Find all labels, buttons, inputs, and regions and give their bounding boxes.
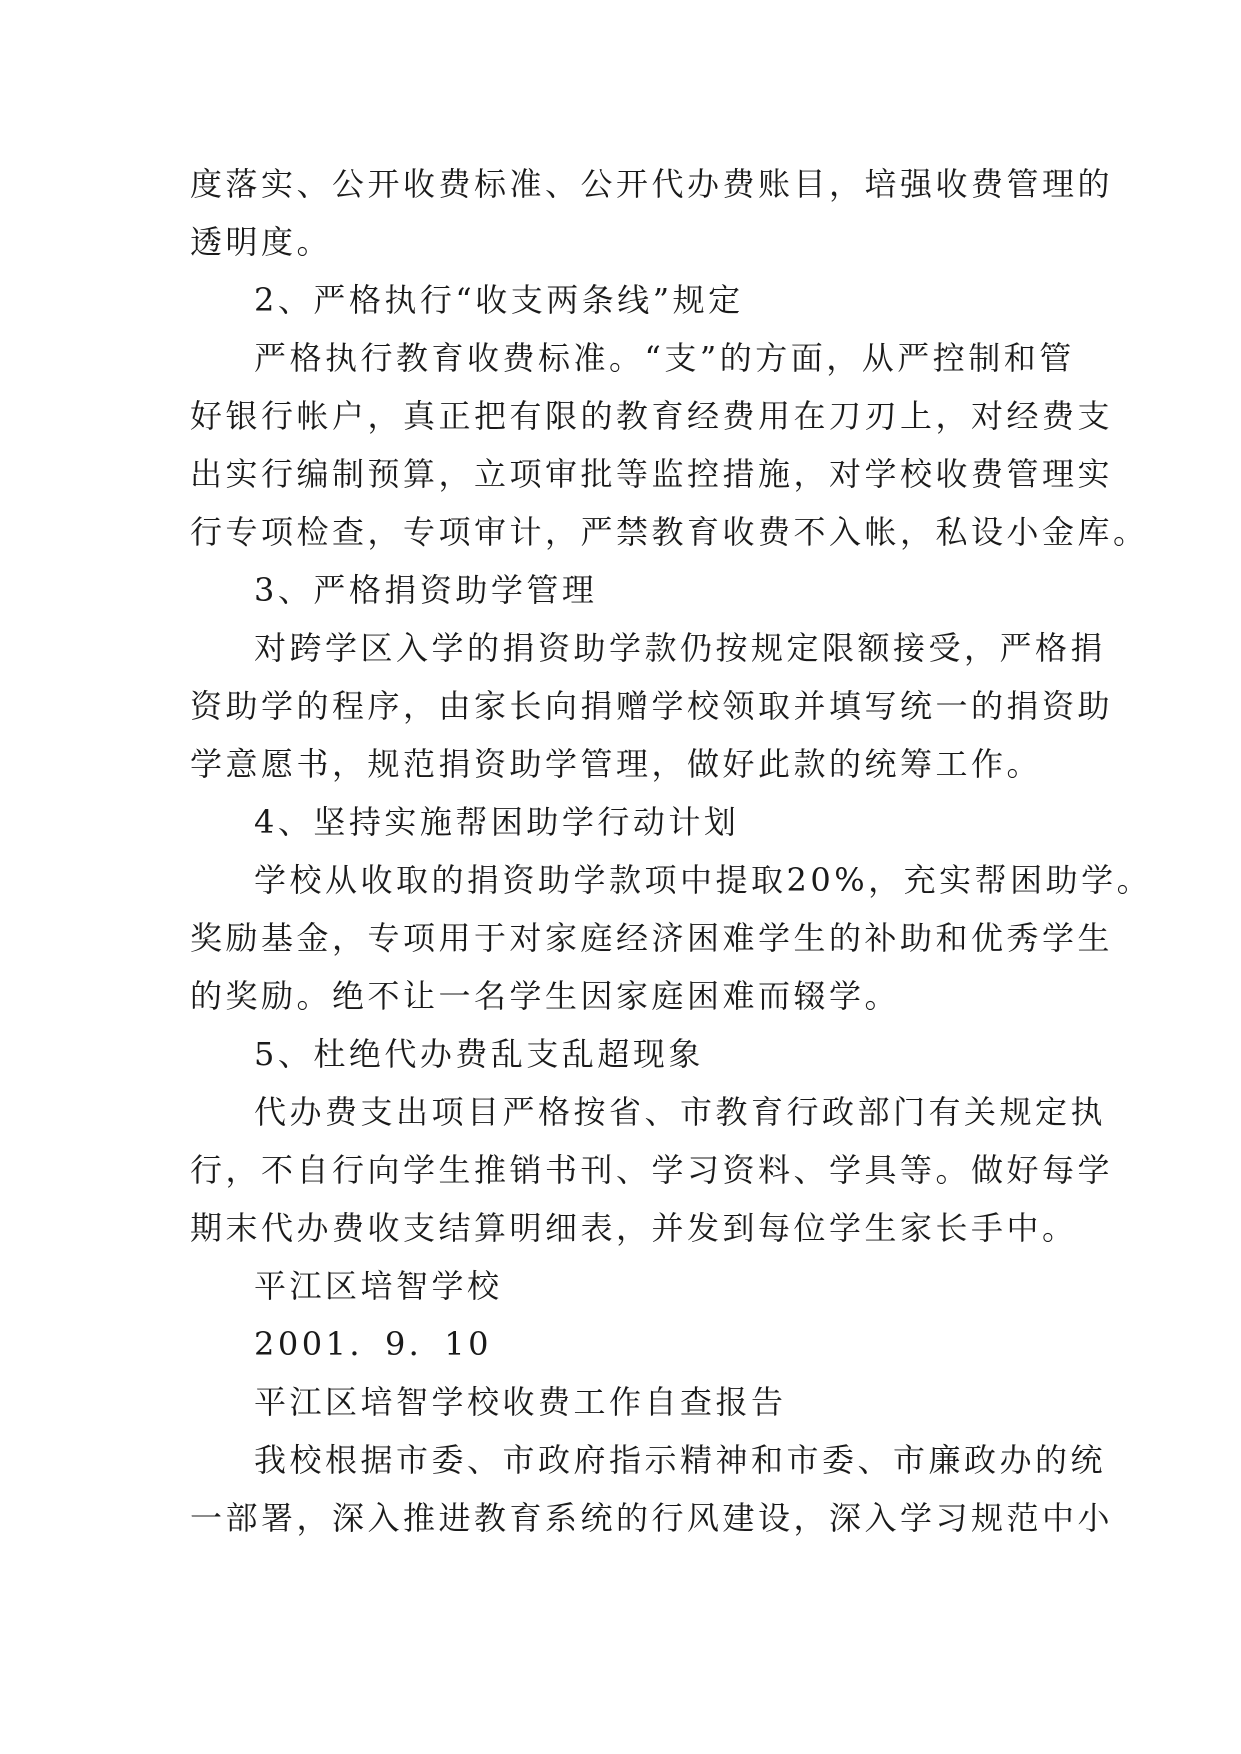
signature-date: 2001．9．10 [254,1325,493,1363]
section-heading: 4、坚持实施帮困助学行动计划 [254,803,740,841]
document-body [190,155,1153,1547]
text-line: 代办费支出项目严格按省、市教育行政部门有关规定执 [254,1093,1107,1131]
text-line: 学意愿书，规范捐资助学管理，做好此款的统筹工作。 [190,745,1043,783]
text-line: 奖励基金，专项用于对家庭经济困难学生的补助和优秀学生 [190,919,1114,957]
text-line: 一部署，深入推进教育系统的行风建设，深入学习规范中小 [190,1499,1114,1537]
report-title: 平江区培智学校收费工作自查报告 [254,1383,787,1421]
text-line: 出实行编制预算，立项审批等监控措施，对学校收费管理实 [190,455,1114,493]
text-line: 行专项检查，专项审计，严禁教育收费不入帐，私设小金库。 [190,513,1149,551]
section-heading: 3、严格捐资助学管理 [254,571,598,609]
text-line: 好银行帐户，真正把有限的教育经费用在刀刃上，对经费支 [190,397,1114,435]
text-line: 度落实、公开收费标准、公开代办费账目，培强收费管理的 [190,165,1114,203]
section-heading: 5、杜绝代办费乱支乱超现象 [254,1035,704,1073]
text-line: 行，不自行向学生推销书刊、学习资料、学具等。做好每学 [190,1151,1114,1189]
text-line: 我校根据市委、市政府指示精神和市委、市廉政办的统 [254,1441,1107,1479]
text-line: 期末代办费收支结算明细表，并发到每位学生家长手中。 [190,1209,1078,1247]
text-line: 严格执行教育收费标准。“支”的方面，从严控制和管 [254,339,1075,377]
signature-school: 平江区培智学校 [254,1267,503,1305]
section-heading: 2、严格执行“收支两条线”规定 [254,281,744,319]
text-line: 的奖励。绝不让一名学生因家庭困难而辍学。 [190,977,901,1015]
text-line: 对跨学区入学的捐资助学款仍按规定限额接受，严格捐 [254,629,1107,667]
text-line: 学校从收取的捐资助学款项中提取20%，充实帮困助学。 [254,861,1153,899]
text-line: 资助学的程序，由家长向捐赠学校领取并填写统一的捐资助 [190,687,1114,725]
text-line: 透明度。 [190,223,333,261]
